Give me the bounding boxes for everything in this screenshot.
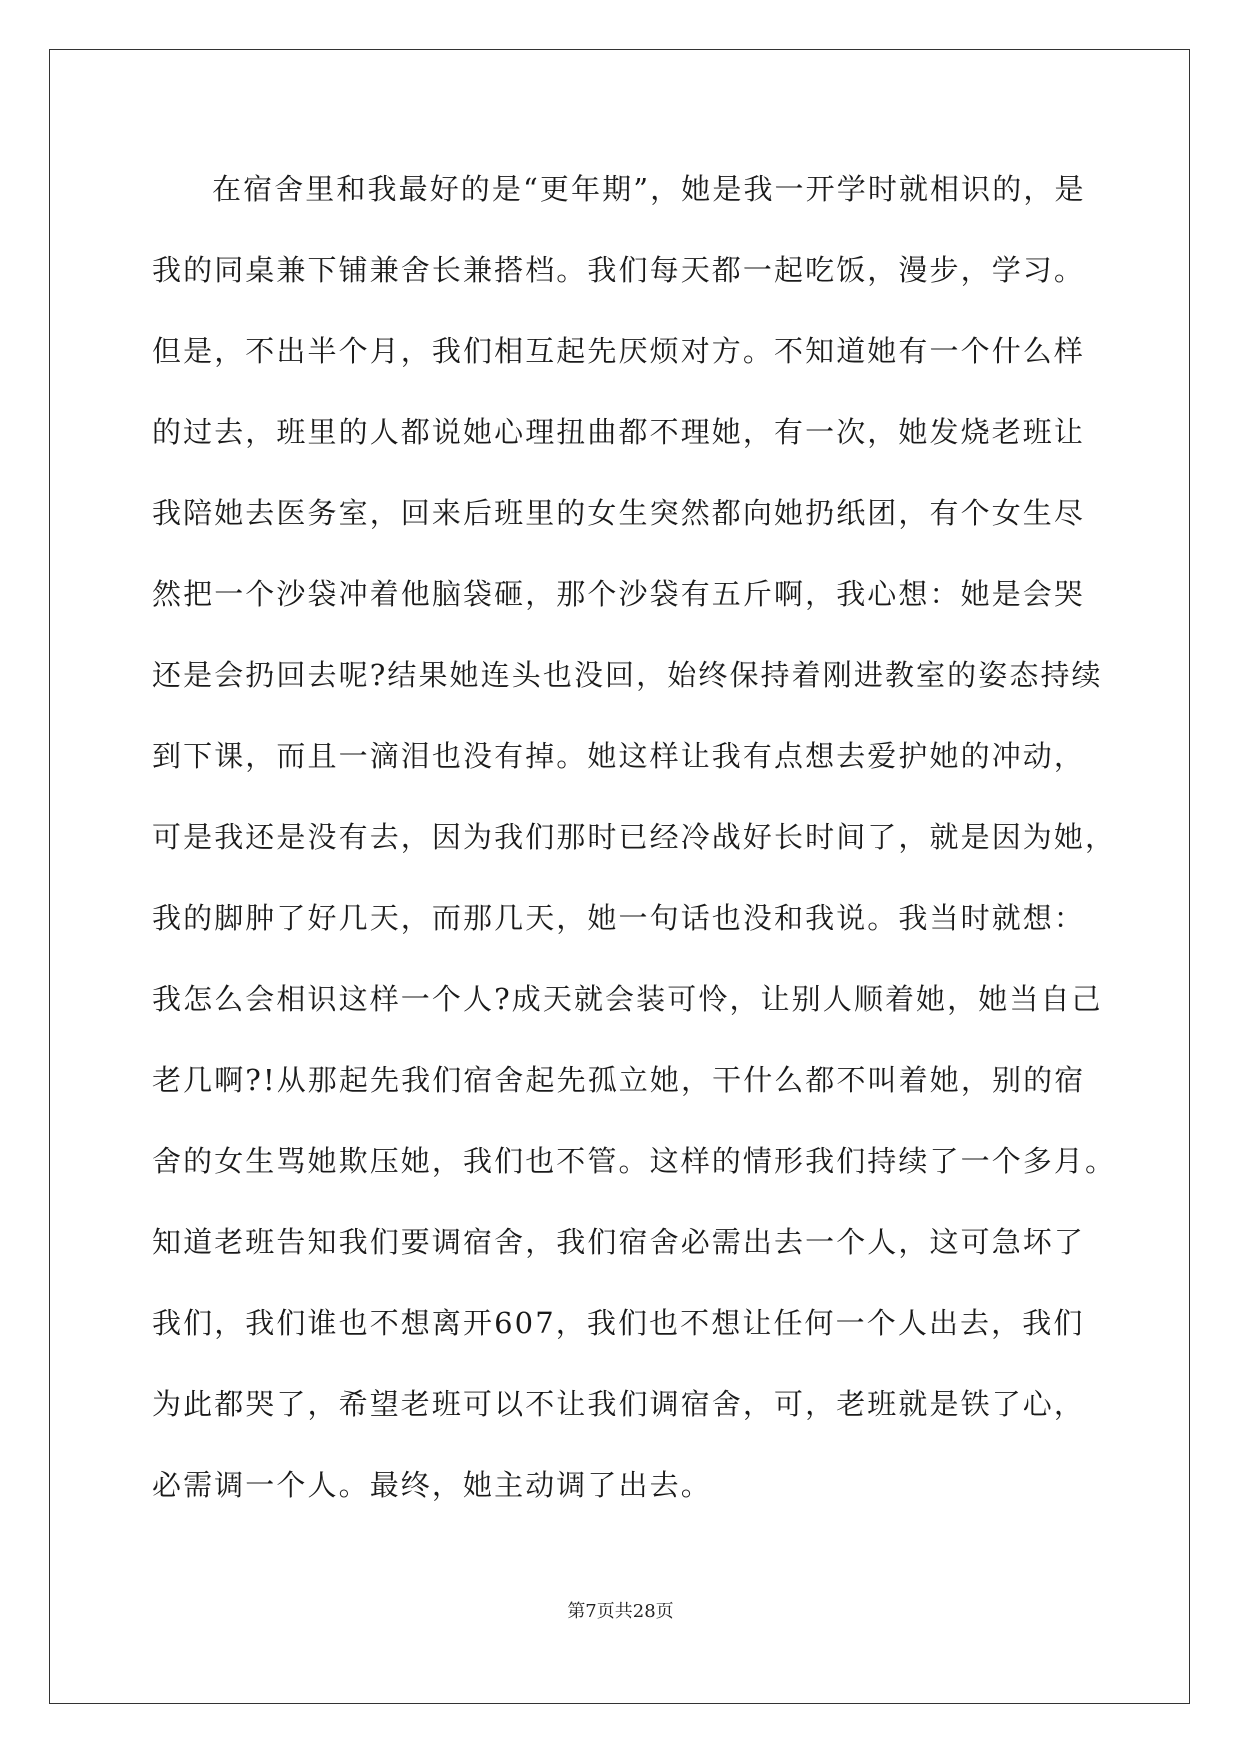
page-number: 第7页 [567,1601,615,1622]
paragraph-line: 我们，我们谁也不想离开607，我们也不想让任何一个人出去，我们 [152,1306,1085,1340]
paragraph-line: 老几啊?!从那起先我们宿舍起先孤立她，干什么都不叫着她，别的宿 [152,1063,1086,1097]
paragraph-line: 可是我还是没有去，因为我们那时已经冷战好长时间了，就是因为她， [152,820,1117,854]
paragraph-line: 我怎么会相识这样一个人?成天就会装可怜，让别人顺着她，她当自己 [152,982,1103,1016]
paragraph-line: 知道老班告知我们要调宿舍，我们宿舍必需出去一个人，这可急坏了 [152,1225,1086,1259]
body-paragraph [152,168,1117,1545]
paragraph-line: 我陪她去医务室，回来后班里的女生突然都向她扔纸团，有个女生尽 [152,496,1086,530]
paragraph-line: 我的同桌兼下铺兼舍长兼搭档。我们每天都一起吃饭，漫步，学习。 [152,253,1086,287]
paragraph-line: 到下课，而且一滴泪也没有掉。她这样让我有点想去爱护她的冲动， [152,739,1086,773]
paragraph-line: 为此都哭了，希望老班可以不让我们调宿舍，可，老班就是铁了心， [152,1387,1086,1421]
paragraph-line: 的过去，班里的人都说她心理扭曲都不理她，有一次，她发烧老班让 [152,415,1086,449]
paragraph-line: 还是会扔回去呢?结果她连头也没回，始终保持着刚进教室的姿态持续 [152,658,1103,692]
paragraph-line: 然把一个沙袋冲着他脑袋砸，那个沙袋有五斤啊，我心想：她是会哭 [152,577,1086,611]
paragraph-line: 舍的女生骂她欺压她，我们也不管。这样的情形我们持续了一个多月。 [152,1144,1117,1178]
paragraph-line: 必需调一个人。最终，她主动调了出去。 [152,1468,712,1502]
paragraph-line: 我的脚肿了好几天，而那几天，她一句话也没和我说。我当时就想： [152,901,1086,935]
paragraph-line: 在宿舍里和我最好的是“更年期”，她是我一开学时就相识的，是 [212,172,1086,206]
page-footer [0,1600,1241,1624]
page-total: 共28页 [614,1601,674,1622]
paragraph-line: 但是，不出半个月，我们相互起先厌烦对方。不知道她有一个什么样 [152,334,1086,368]
